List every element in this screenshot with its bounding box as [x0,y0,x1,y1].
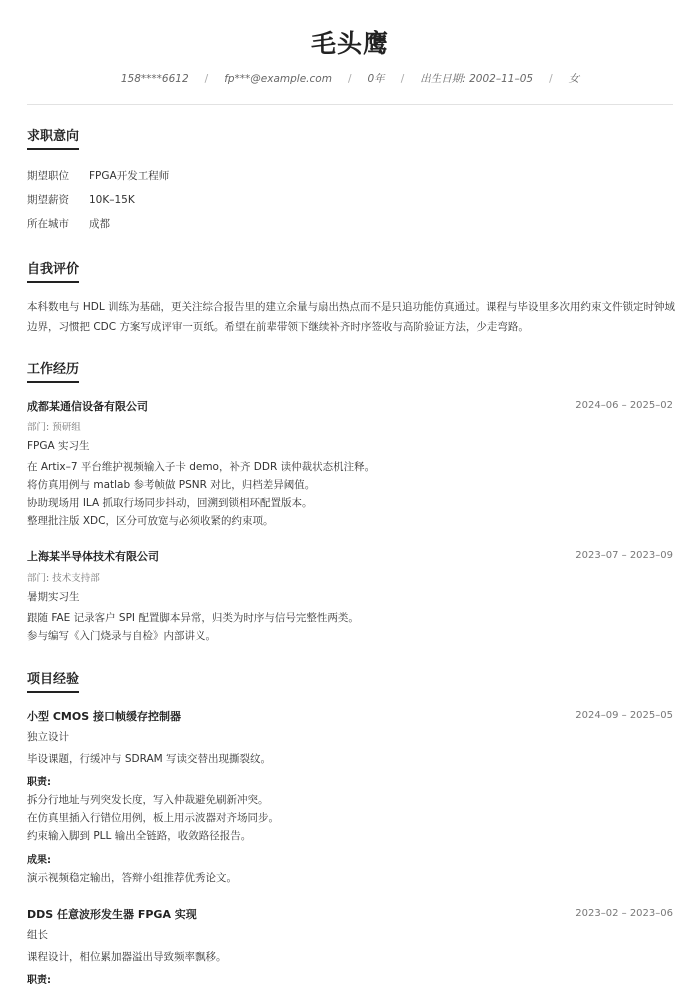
list-item: 协助现场用 ILA 抓取行场同步抖动，回溯到锁相环配置版本。 [27,497,313,509]
list-item: 跟随 FAE 记录客户 SPI 配置脚本异常，归类为时序与信号完整性两类。 [27,612,359,624]
section-underline [27,281,79,283]
intent-label: 期望薪资 [27,194,69,206]
list-item: 参与编写《入门烧录与自检》内部讲义。 [27,630,216,642]
contact-bar [0,71,700,86]
intent-value: 成都 [89,218,110,230]
intent-label: 所在城市 [27,218,69,230]
list-item: 演示视频稳定输出，答辩小组推荐优秀论文。 [27,872,237,884]
work-duties [27,609,675,645]
project-results [27,869,675,887]
project-description: 课程设计，相位累加器溢出导致频率飘移。 [27,951,227,963]
list-item: 整理批注版 XDC，区分可放宽与必须收紧的约束项。 [27,515,274,527]
section-underline [27,148,79,150]
header-divider [27,104,673,105]
intent-row-salary [27,192,135,207]
email: fp***@example.com [224,73,332,85]
project-duty-label: 职责: [27,777,51,788]
project-role: 独立设计 [27,731,69,743]
project-result-label: 成果: [27,855,51,866]
separator: / [400,73,405,85]
gender: 女 [568,73,580,85]
project-name: 小型 CMOS 接口帧缓存控制器 [27,710,181,723]
project-description: 毕设课题，行缓冲与 SDRAM 写读交替出现撕裂纹。 [27,753,272,765]
intent-row-position [27,168,169,183]
work-company: 成都某通信设备有限公司 [27,400,148,413]
work-department: 部门: 技术支持部 [27,573,100,584]
project-role: 组长 [27,929,48,941]
candidate-name: 毛头鹰 [310,29,389,58]
section-title-self: 自我评价 [27,262,80,277]
project-date: 2024–09 – 2025–05 [575,710,673,721]
list-item: 将仿真用例与 matlab 参考帧做 PSNR 对比，归档差异阈值。 [27,479,316,491]
birth-date: 出生日期: 2002–11–05 [420,73,534,85]
phone: 158****6612 [120,73,189,85]
work-date: 2024–06 – 2025–02 [575,400,673,411]
list-item: 在 Artix–7 平台维护视频输入子卡 demo，补齐 DDR 读仲裁状态机注释。 [27,461,376,473]
project-date: 2023–02 – 2023–06 [575,908,673,919]
work-duties [27,458,675,530]
section-title-projects: 项目经验 [27,672,80,687]
project-name: DDS 任意波形发生器 FPGA 实现 [27,908,197,921]
work-role: FPGA 实习生 [27,440,90,452]
work-role: 暑期实习生 [27,591,80,603]
list-item: 在仿真里插入行错位用例，板上用示波器对齐场同步。 [27,812,279,824]
list-item: 拆分行地址与列突发长度，写入仲裁避免刷新冲突。 [27,794,269,806]
intent-row-city [27,216,110,231]
work-date: 2023–07 – 2023–09 [575,550,673,561]
separator: / [549,73,553,85]
work-experience-years: 0年 [367,73,385,85]
separator: / [204,73,209,85]
work-department: 部门: 预研组 [27,422,81,433]
project-duty-label: 职责: [27,975,51,986]
separator: / [347,73,352,85]
project-duties [27,791,675,845]
section-underline [27,691,79,693]
list-item: 约束输入脚到 PLL 输出全链路，收敛路径报告。 [27,830,252,842]
section-title-work: 工作经历 [27,362,80,377]
self-evaluation-text: 本科数电与 HDL 训练为基础，更关注综合报告里的建立余量与扇出热点而不是只追功能仿真通过。课程与毕设里多次用约束文件锁定时钟域边界，习惯把 CDC 方案写成评审一页纸。希望在前辈带领下继续补齐时序签收与高阶验证方法，少走弯路。 [27,301,676,333]
work-company: 上海某半导体技术有限公司 [27,550,159,563]
intent-value: 10K–15K [89,194,135,206]
section-underline [27,381,79,383]
section-title-intent: 求职意向 [27,129,80,144]
intent-label: 期望职位 [27,170,69,182]
intent-value: FPGA开发工程师 [89,170,170,182]
